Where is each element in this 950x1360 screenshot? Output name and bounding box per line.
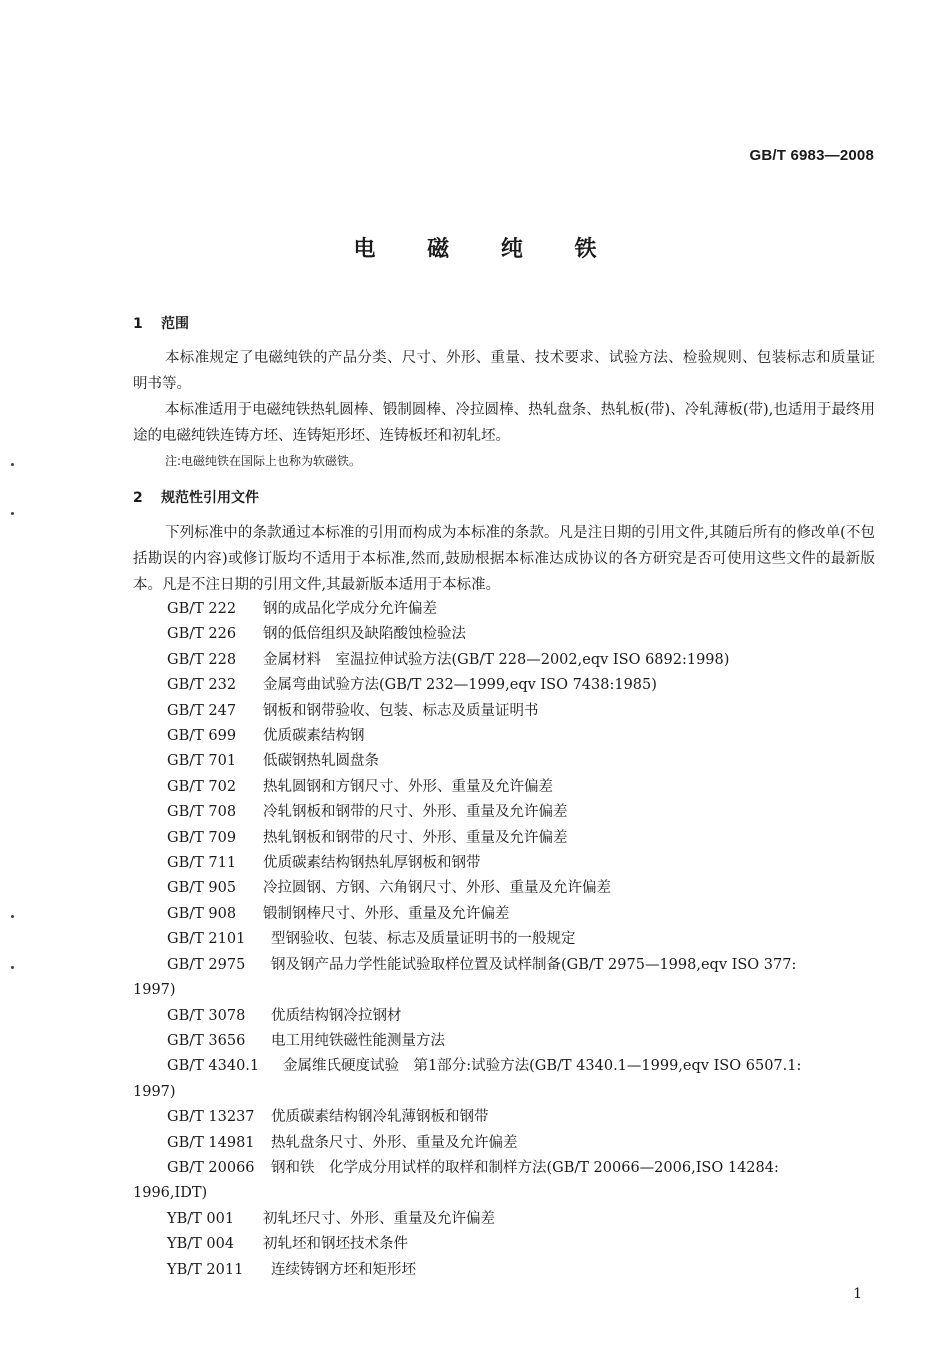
section-2-title: 规范性引用文件: [161, 490, 259, 506]
reference-item: [133, 876, 875, 901]
scan-mark: [11, 966, 14, 969]
document-title: 电 磁 纯 铁: [353, 237, 619, 262]
reference-code: GB/T 701: [167, 753, 237, 770]
section-2-heading: [133, 487, 259, 507]
reference-title: 电工用纯铁磁性能测量方法: [271, 1032, 445, 1049]
reference-item: [133, 1105, 875, 1130]
reference-title: 连续铸钢方坯和矩形坯: [271, 1261, 416, 1278]
reference-item: [133, 673, 875, 698]
section-1-number: 1: [133, 316, 143, 332]
reference-code: GB/T 232: [167, 677, 237, 694]
reference-code: GB/T 20066: [167, 1159, 255, 1176]
reference-item: [133, 1054, 875, 1105]
reference-title: 钢的低倍组织及缺陷酸蚀检验法: [263, 626, 466, 643]
reference-item: [133, 800, 875, 825]
reference-continuation: 1997): [133, 982, 176, 999]
reference-item: [133, 622, 875, 647]
scope-paragraph-2: 本标准适用于电磁纯铁热轧圆棒、锻制圆棒、冷拉圆棒、热轧盘条、热轧板(带)、冷轧薄板(带),也适用于最终用途的电磁纯铁连铸方坯、连铸矩形坯、连铸板坯和初轧坯。: [133, 402, 875, 444]
reference-item: [133, 749, 875, 774]
reference-title: 优质结构钢冷拉钢材: [271, 1007, 402, 1024]
page-number: 1: [853, 1286, 862, 1302]
reference-code: GB/T 247: [167, 702, 237, 719]
reference-code: GB/T 2101: [167, 931, 246, 948]
reference-item: [133, 1207, 875, 1232]
reference-code: GB/T 228: [167, 651, 237, 668]
section-2-number: 2: [133, 490, 143, 506]
reference-item: [133, 724, 875, 749]
reference-item: [133, 1131, 875, 1156]
reference-item: [133, 1004, 875, 1029]
scope-paragraph-1: 本标准规定了电磁纯铁的产品分类、尺寸、外形、重量、技术要求、试验方法、检验规则、包装标志和质量证明书等。: [133, 350, 875, 392]
reference-title: 型钢验收、包装、标志及质量证明书的一般规定: [271, 931, 576, 948]
reference-item: [133, 851, 875, 876]
reference-code: GB/T 3656: [167, 1032, 246, 1049]
reference-item: [133, 826, 875, 851]
scan-mark: [11, 463, 14, 466]
reference-title: 初轧坯和钢坯技术条件: [263, 1236, 408, 1253]
reference-item: [133, 1232, 875, 1257]
reference-continuation: 1996,IDT): [133, 1185, 208, 1202]
reference-item: [133, 902, 875, 927]
reference-code: GB/T 905: [167, 880, 237, 897]
reference-item: [133, 648, 875, 673]
reference-code: GB/T 709: [167, 829, 237, 846]
scope-note: 注:电磁纯铁在国际上也称为软磁铁。: [165, 454, 362, 468]
reference-code: GB/T 222: [167, 601, 237, 617]
reference-title: 金属材料 室温拉伸试验方法(GB/T 228—2002,eqv ISO 6892:1998): [263, 651, 730, 668]
reference-title: 钢板和钢带验收、包装、标志及质量证明书: [263, 702, 539, 719]
scan-mark: [11, 512, 14, 515]
reference-code: YB/T 2011: [167, 1261, 244, 1278]
reference-code: GB/T 4340.1: [167, 1058, 260, 1075]
reference-continuation: 1997): [133, 1083, 176, 1100]
reference-item: [133, 597, 875, 622]
reference-title: 钢和铁 化学成分用试样的取样和制样方法(GB/T 20066—2006,ISO 14284:: [271, 1159, 779, 1176]
reference-item: [133, 953, 875, 1004]
reference-code: GB/T 702: [167, 778, 237, 795]
reference-code: GB/T 226: [167, 626, 237, 643]
reference-title: 热轧钢板和钢带的尺寸、外形、重量及允许偏差: [263, 829, 568, 846]
reference-list: [133, 597, 875, 1283]
reference-title: 低碳钢热轧圆盘条: [263, 753, 379, 770]
reference-item: [133, 1258, 875, 1283]
reference-code: GB/T 699: [167, 728, 237, 745]
reference-title: 热轧盘条尺寸、外形、重量及允许偏差: [271, 1134, 518, 1151]
reference-item: [133, 1029, 875, 1054]
reference-code: GB/T 2975: [167, 956, 246, 973]
reference-code: GB/T 14981: [167, 1134, 255, 1151]
standard-code: GB/T 6983—2008: [749, 147, 874, 164]
reference-title: 冷轧钢板和钢带的尺寸、外形、重量及允许偏差: [263, 804, 568, 821]
reference-title: 锻制钢棒尺寸、外形、重量及允许偏差: [263, 905, 510, 922]
scan-mark: [11, 915, 14, 918]
reference-title: 优质碳素结构钢: [263, 728, 365, 745]
reference-code: GB/T 3078: [167, 1007, 246, 1024]
reference-title: 钢的成品化学成分允许偏差: [263, 601, 437, 617]
reference-title: 金属弯曲试验方法(GB/T 232—1999,eqv ISO 7438:1985): [263, 677, 657, 694]
reference-title: 钢及钢产品力学性能试验取样位置及试样制备(GB/T 2975—1998,eqv ISO 377:: [271, 956, 797, 973]
reference-item: [133, 927, 875, 952]
reference-code: GB/T 708: [167, 804, 237, 821]
reference-title: 初轧坯尺寸、外形、重量及允许偏差: [263, 1210, 495, 1227]
reference-item: [133, 775, 875, 800]
reference-code: YB/T 004: [167, 1236, 235, 1253]
reference-item: [133, 699, 875, 724]
reference-title: 优质碳素结构钢热轧厚钢板和钢带: [263, 855, 481, 872]
reference-title: 优质碳素结构钢冷轧薄钢板和钢带: [271, 1109, 489, 1126]
reference-title: 冷拉圆钢、方钢、六角钢尺寸、外形、重量及允许偏差: [263, 880, 611, 897]
section-1-heading: [133, 313, 189, 333]
reference-code: GB/T 908: [167, 905, 237, 922]
reference-item: [133, 1156, 875, 1207]
section-1-title: 范围: [161, 316, 189, 332]
reference-code: GB/T 13237: [167, 1109, 255, 1126]
references-intro: 下列标准中的条款通过本标准的引用而构成为本标准的条款。凡是注日期的引用文件,其随后所有的修改单(不包括勘误的内容)或修订版均不适用于本标准,然而,鼓励根据本标准达成协议的各方研究是否可使用这些文件的最新版本。凡是不注日期的引用文件,其最新版本适用于本标准。: [133, 525, 875, 593]
reference-title: 金属维氏硬度试验 第1部分:试验方法(GB/T 4340.1—1999,eqv ISO 6507.1:: [283, 1058, 802, 1075]
reference-title: 热轧圆钢和方钢尺寸、外形、重量及允许偏差: [263, 778, 553, 795]
reference-code: YB/T 001: [167, 1210, 235, 1227]
reference-code: GB/T 711: [167, 855, 237, 872]
